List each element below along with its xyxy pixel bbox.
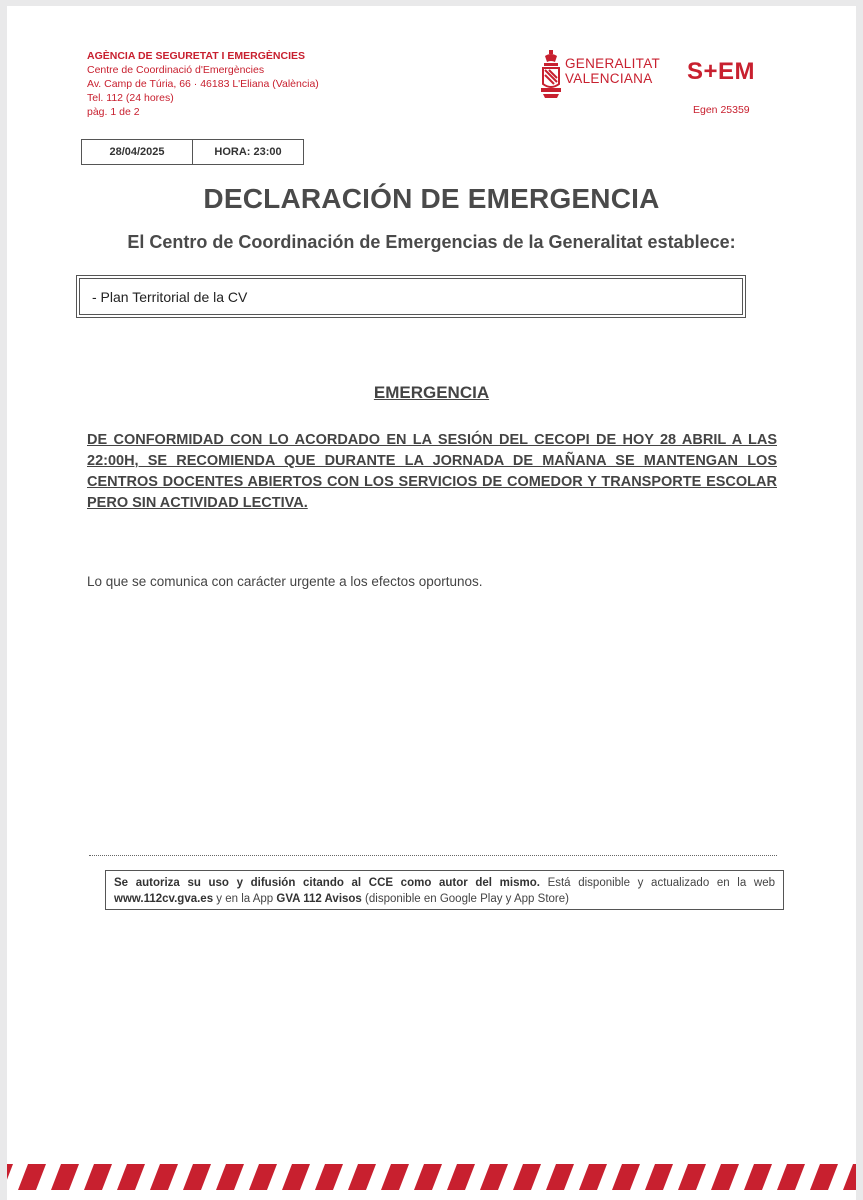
document-page: [7, 6, 856, 1200]
sem-logo: S+EM: [687, 58, 756, 85]
stripe-segment: [777, 1164, 805, 1190]
document-title: DECLARACIÓN DE EMERGENCIA: [203, 183, 660, 214]
stripe-segment: [381, 1164, 409, 1190]
generalitat-emblem-icon: [539, 48, 563, 100]
stripe-segment: [249, 1164, 277, 1190]
stripe-segment: [7, 1164, 13, 1190]
generalitat-logo: [539, 46, 675, 102]
plan-text: - Plan Territorial de la CV: [79, 278, 743, 315]
stripe-segment: [18, 1164, 46, 1190]
stripe-segment: [810, 1164, 838, 1190]
stripe-segment: [579, 1164, 607, 1190]
emergency-heading: EMERGENCIA: [373, 383, 490, 402]
footer-text-1: Está disponible y actualizado en la web: [539, 877, 775, 889]
centre-name: Centre de Coordinació d'Emergències: [87, 64, 265, 76]
stripe-segment: [513, 1164, 541, 1190]
plan-box: [76, 275, 746, 318]
stripe-segment: [843, 1164, 856, 1190]
date-time-box: [81, 139, 304, 165]
stripe-segment: [612, 1164, 640, 1190]
emergency-body: DE CONFORMIDAD CON LO ACORDADO EN LA SESIÓN DEL CECOPI DE HOY 28 ABRIL A LAS 22:00H, SE RECOMIENDA QUE DURANTE LA JORNADA DE MAÑANA SE MANTENGAN LOS CENTROS DOCENTES ABIERTOS CON LOS SERVICIOS DE COMEDOR Y TRANSPORTE ESCOLAR PERO SIN ACTIVIDAD LECTIVA.: [87, 432, 777, 511]
stripe-segment: [447, 1164, 475, 1190]
issuer-header: [87, 49, 387, 119]
stripe-segment: [711, 1164, 739, 1190]
stripe-segment: [216, 1164, 244, 1190]
closing-statement: Lo que se comunica con carácter urgente a los efectos oportunos.: [87, 574, 483, 589]
stripe-segment: [348, 1164, 376, 1190]
footer-website: www.112cv.gva.es: [114, 893, 214, 905]
footer-authorization: Se autoriza su uso y difusión citando al CCE como autor del mismo.: [114, 877, 540, 889]
stripe-segment: [546, 1164, 574, 1190]
footer-notice: [105, 870, 784, 910]
stripe-segment: [282, 1164, 310, 1190]
agency-name: AGÈNCIA DE SEGURETAT I EMERGÈNCIES: [87, 50, 305, 62]
separator-line: [89, 855, 777, 856]
stripe-segment: [315, 1164, 343, 1190]
stripe-segment: [84, 1164, 112, 1190]
stripe-segment: [150, 1164, 178, 1190]
footer-text-2: y en la App: [213, 893, 277, 905]
stripe-segment: [744, 1164, 772, 1190]
stripe-segment: [414, 1164, 442, 1190]
footer-text-3: (disponible en Google Play y App Store): [361, 893, 569, 905]
page-number: pàg. 1 de 2: [87, 106, 140, 118]
generalitat-wordmark: GENERALITAT VALENCIANA: [565, 56, 661, 86]
issue-time: HORA: 23:00: [214, 146, 282, 158]
address: Av. Camp de Túria, 66 · 46183 L'Eliana (València): [87, 78, 319, 90]
stripe-segment: [678, 1164, 706, 1190]
stripe-segment: [480, 1164, 508, 1190]
warning-stripe-border: [7, 1164, 856, 1190]
issue-date: 28/04/2025: [82, 140, 193, 164]
phone: Tel. 112 (24 hores): [87, 92, 174, 104]
stripe-segment: [51, 1164, 79, 1190]
footer-app-name: GVA 112 Avisos: [276, 893, 362, 905]
stripe-segment: [117, 1164, 145, 1190]
document-subtitle: El Centro de Coordinación de Emergencias de la Generalitat establece:: [127, 232, 736, 252]
egen-code: Egen 25359: [693, 104, 750, 116]
stripe-segment: [645, 1164, 673, 1190]
stripe-segment: [183, 1164, 211, 1190]
